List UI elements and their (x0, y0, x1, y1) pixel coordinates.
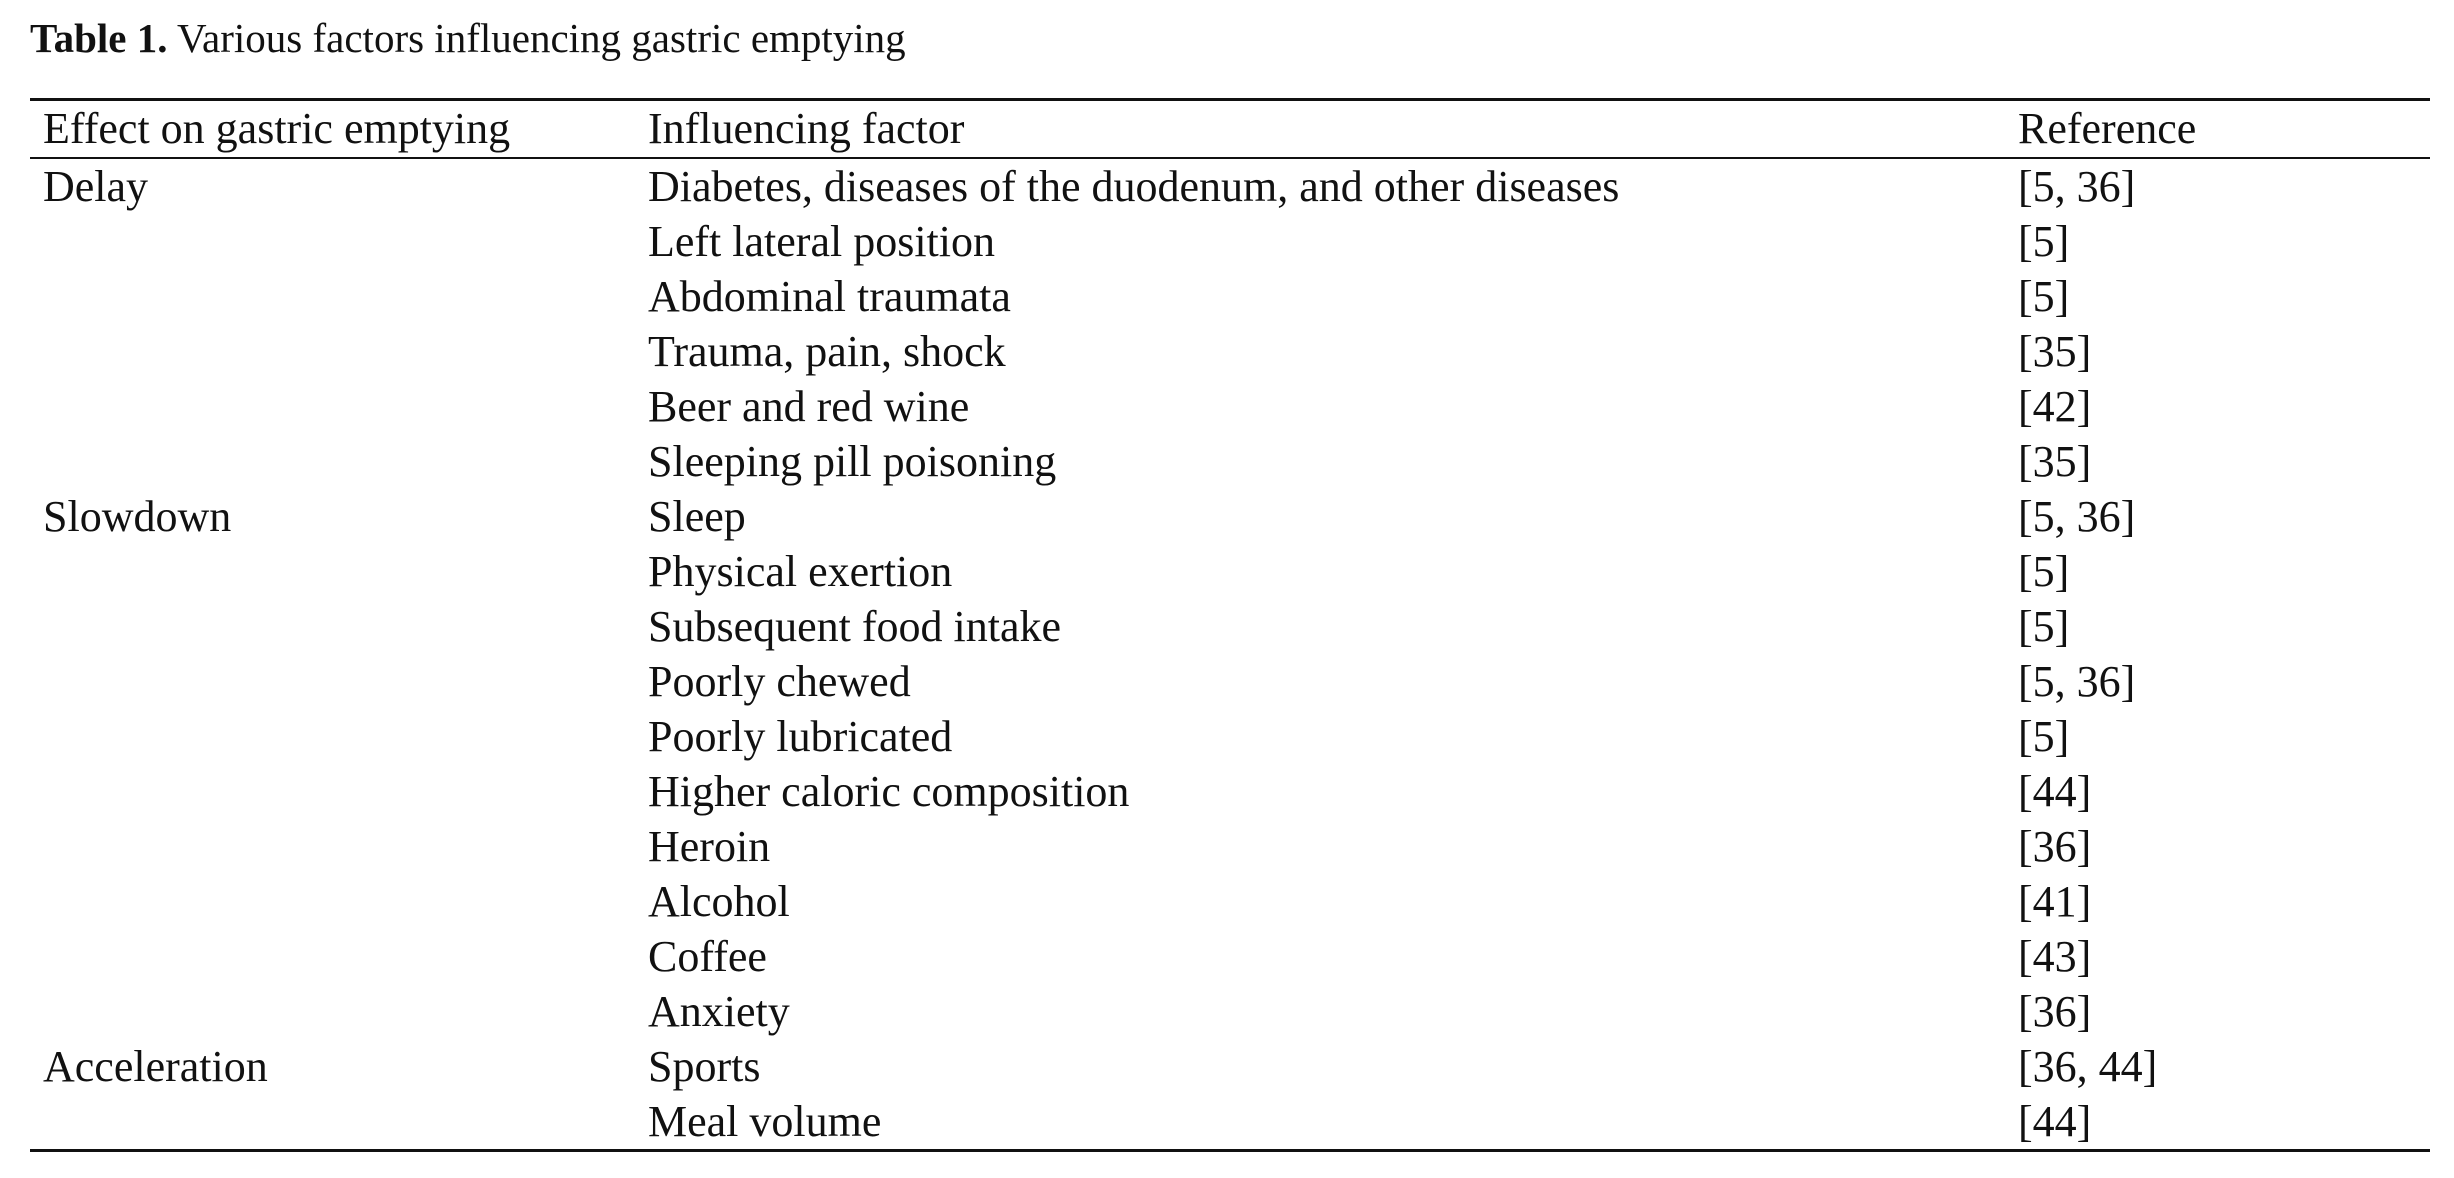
table-row (30, 214, 2430, 269)
cell-factor: Trauma, pain, shock (648, 327, 1006, 376)
cell-reference: [44] (2018, 1094, 2430, 1151)
cell-reference: [5] (2018, 217, 2070, 266)
cell-effect (30, 874, 635, 929)
cell-factor: Subsequent food intake (648, 602, 1062, 651)
cell-reference: [5] (2018, 602, 2070, 651)
cell-reference: [41] (2018, 877, 2092, 926)
cell-effect (30, 599, 635, 654)
table-row (30, 269, 2430, 324)
header-row (30, 100, 2430, 159)
cell-effect (30, 654, 635, 709)
cell-reference: [5, 36] (2018, 492, 2136, 541)
table-body (30, 158, 2430, 1151)
factors-table-container (30, 98, 2430, 1152)
cell-reference: [5] (2018, 712, 2070, 761)
table-row (30, 764, 2430, 819)
cell-effect (30, 984, 635, 1039)
cell-effect (30, 544, 635, 599)
table-row (30, 324, 2430, 379)
cell-factor: Left lateral position (648, 217, 995, 266)
table-row (30, 709, 2430, 764)
cell-effect: Slowdown (43, 492, 232, 541)
cell-factor: Poorly chewed (648, 657, 911, 706)
table-row (30, 489, 2430, 544)
cell-factor: Sleeping pill poisoning (648, 437, 1057, 486)
cell-reference: [43] (2018, 932, 2092, 981)
cell-factor: Abdominal traumata (648, 272, 1011, 321)
cell-reference: [36] (2018, 987, 2092, 1036)
factors-table (30, 98, 2430, 1152)
cell-reference: [5] (2018, 272, 2070, 321)
table-caption (30, 10, 906, 66)
table-row (30, 599, 2430, 654)
table-row (30, 544, 2430, 599)
cell-reference: [35] (2018, 327, 2092, 376)
cell-reference: [5, 36] (2018, 162, 2136, 211)
cell-effect (30, 819, 635, 874)
cell-reference: [5] (2018, 547, 2070, 596)
header-effect: Effect on gastric emptying (30, 100, 635, 159)
table-row (30, 379, 2430, 434)
table-row (30, 984, 2430, 1039)
cell-effect (30, 764, 635, 819)
cell-factor: Anxiety (648, 987, 790, 1036)
table-row (30, 874, 2430, 929)
header-reference: Reference (2018, 100, 2430, 159)
table-row (30, 819, 2430, 874)
header-factor: Influencing factor (635, 100, 2018, 159)
cell-effect (30, 1094, 635, 1151)
cell-effect (30, 379, 635, 434)
cell-factor: Sports (648, 1042, 761, 1091)
cell-effect (30, 214, 635, 269)
cell-reference: [44] (2018, 767, 2092, 816)
cell-reference: [36] (2018, 822, 2092, 871)
cell-factor: Physical exertion (648, 547, 953, 596)
cell-reference: [5, 36] (2018, 657, 2136, 706)
cell-effect: Delay (43, 162, 149, 211)
table-caption-label: Table 1. (30, 15, 168, 61)
cell-effect (30, 269, 635, 324)
cell-effect (30, 434, 635, 489)
cell-effect (30, 709, 635, 764)
cell-factor: Diabetes, diseases of the duodenum, and other diseases (648, 162, 1620, 211)
table-row (30, 1094, 2430, 1151)
cell-factor: Beer and red wine (648, 382, 970, 431)
cell-factor: Sleep (648, 492, 746, 541)
table-caption-text: Various factors influencing gastric emptying (167, 15, 906, 61)
cell-effect: Acceleration (43, 1042, 268, 1091)
cell-factor: Meal volume (635, 1094, 2018, 1151)
table-row (30, 929, 2430, 984)
cell-factor: Heroin (648, 822, 771, 871)
cell-factor: Poorly lubricated (648, 712, 953, 761)
table-header (30, 100, 2430, 159)
cell-factor: Coffee (648, 932, 767, 981)
cell-factor: Higher caloric composition (648, 767, 1130, 816)
cell-reference: [42] (2018, 382, 2092, 431)
cell-effect (30, 324, 635, 379)
cell-reference: [35] (2018, 437, 2092, 486)
cell-effect (30, 929, 635, 984)
table-row (30, 434, 2430, 489)
table-row (30, 654, 2430, 709)
table-row (30, 1039, 2430, 1094)
cell-factor: Alcohol (648, 877, 790, 926)
table-row (30, 158, 2430, 214)
cell-reference: [36, 44] (2018, 1042, 2158, 1091)
